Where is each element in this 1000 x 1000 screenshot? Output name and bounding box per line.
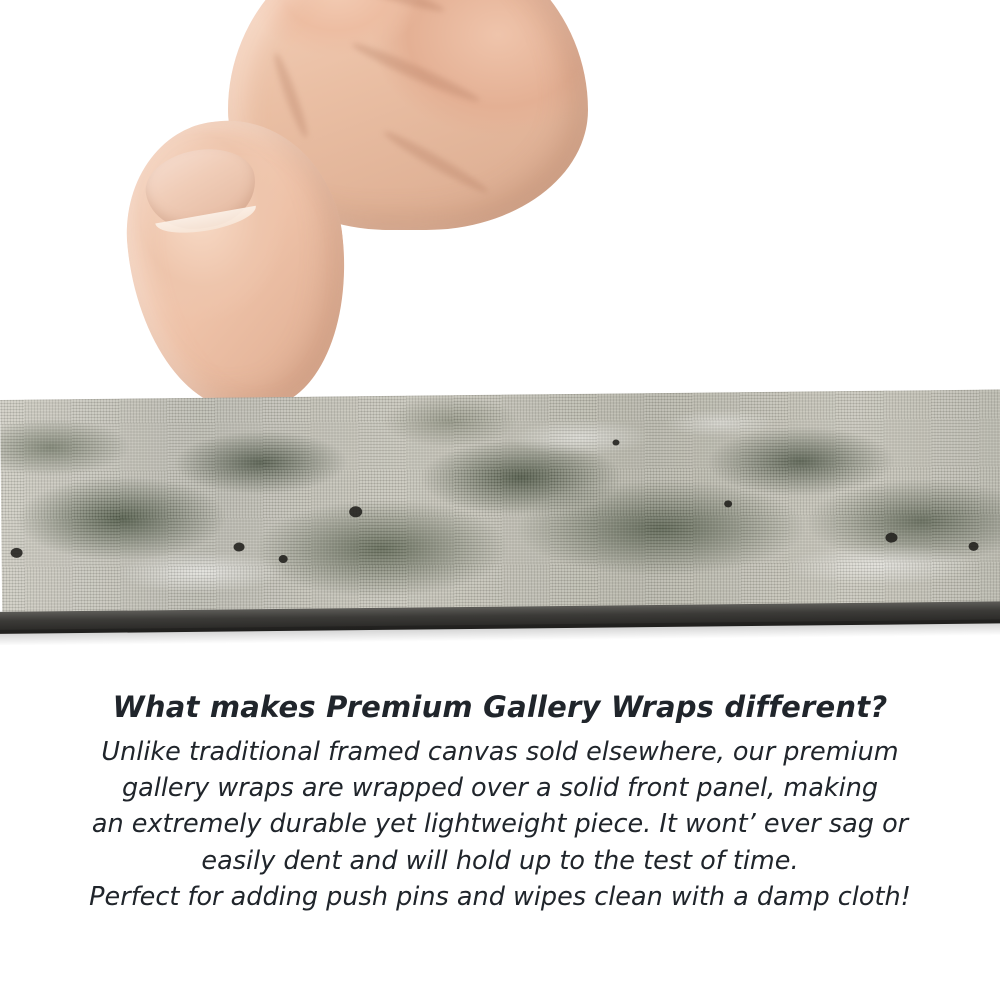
hand-graphic [118,0,588,420]
canvas-speck [612,440,619,446]
canvas-speck [234,542,245,551]
canvas-speck [11,548,23,558]
canvas-speck [969,542,979,551]
canvas-speck [724,500,732,507]
canvas-speck [885,533,897,543]
caption-heading: What makes Premium Gallery Wraps different? [112,690,888,724]
caption-line: Perfect for adding push pins and wipes clean with a damp cloth! [89,881,911,912]
caption-line: gallery wraps are wrapped over a solid front panel, making [121,773,879,804]
canvas-speck [349,506,362,517]
canvas-highlights [0,390,1000,618]
canvas-speck [279,555,288,563]
caption-line: Unlike traditional framed canvas sold elsewhere, our premium [101,737,899,767]
caption-body [0,734,1000,915]
caption-line: easily dent and will hold up to the test of time. [201,845,799,876]
caption-line: an extremely durable yet lightweight piece. It wont’ ever sag or [91,809,909,840]
canvas-wrap-edge [0,390,1000,618]
caption-block [0,690,1000,915]
